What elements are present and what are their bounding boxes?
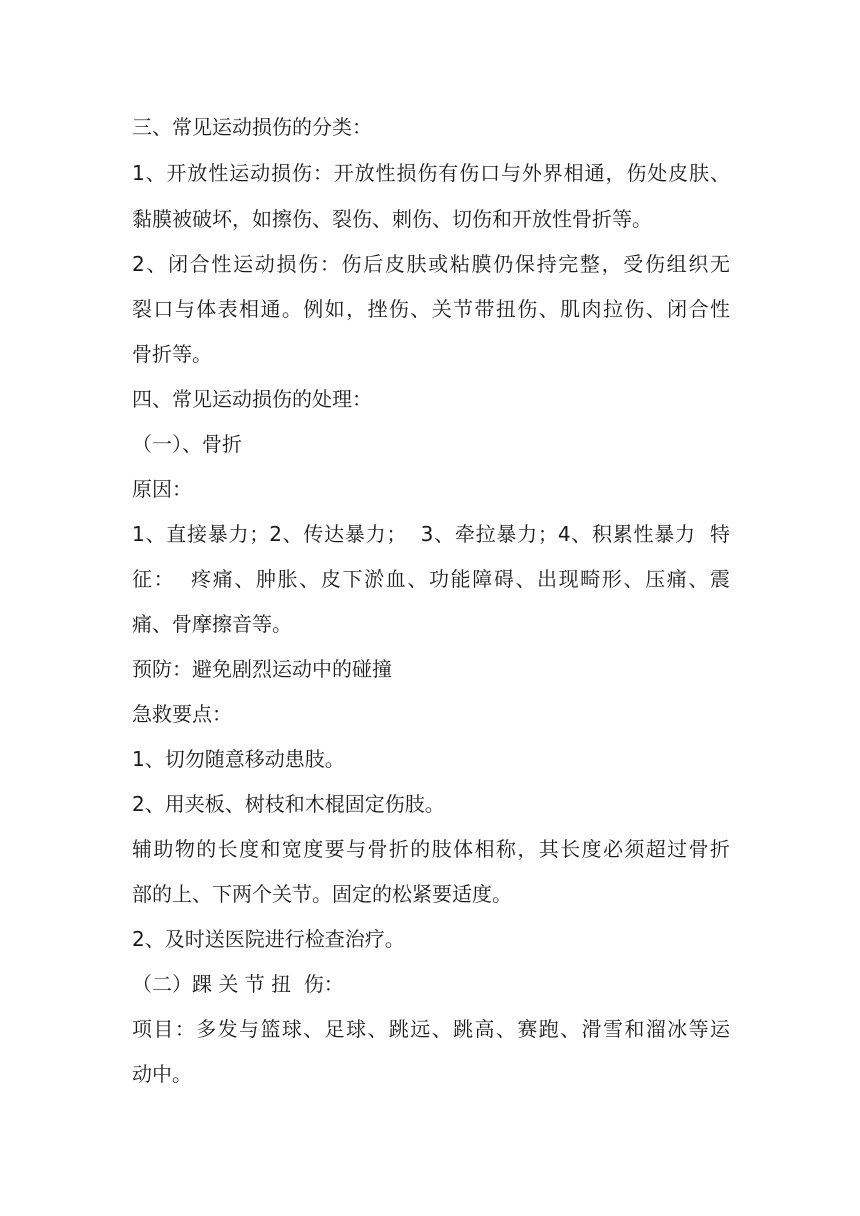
section-heading-treatment: 四、常见运动损伤的处理： [132, 387, 372, 411]
list-item: 1、切勿随意移动患肢。 [132, 747, 345, 771]
paragraph-line: 部的上、下两个关节。固定的松紧要适度。 [132, 882, 512, 906]
paragraph-line: 骨折等。 [132, 342, 212, 366]
label-first-aid: 急救要点： [132, 702, 232, 726]
paragraph-line: 2、闭合性运动损伤：伤后皮肤或粘膜仍保持完整，受伤组织无 [132, 252, 730, 276]
subsection-heading-fracture: （一）、骨折 [132, 432, 242, 456]
paragraph-line: 黏膜被破坏，如擦伤、裂伤、刺伤、切伤和开放性骨折等。 [132, 207, 652, 231]
label-prevention: 预防：避免剧烈运动中的碰撞 [132, 657, 392, 681]
paragraph-line: 裂口与体表相通。例如，挫伤、关节带扭伤、肌肉拉伤、闭合性 [132, 297, 730, 321]
paragraph-line: 1、开放性运动损伤：开放性损伤有伤口与外界相通，伤处皮肤、 [132, 161, 730, 185]
paragraph-line: 1、直接暴力；2、传达暴力； 3、牵拉暴力；4、积累性暴力 特 [132, 522, 730, 546]
subsection-heading-ankle-sprain: （二）踝 关 节 扭 伤： [132, 972, 344, 996]
paragraph-line: 项目：多发与篮球、足球、跳远、跳高、赛跑、滑雪和溜冰等运 [132, 1017, 730, 1041]
paragraph-line: 征： 疼痛、肿胀、皮下淤血、功能障碍、出现畸形、压痛、震 [132, 567, 730, 591]
list-item: 2、及时送医院进行检查治疗。 [132, 927, 405, 951]
label-causes: 原因： [132, 477, 192, 501]
list-item: 2、用夹板、树枝和木棍固定伤肢。 [132, 792, 445, 816]
paragraph-line: 动中。 [132, 1062, 192, 1086]
section-heading-classification: 三、常见运动损伤的分类： [132, 115, 372, 139]
paragraph-line: 辅助物的长度和宽度要与骨折的肢体相称，其长度必须超过骨折 [132, 837, 730, 861]
paragraph-line: 痛、骨摩擦音等。 [132, 612, 292, 636]
